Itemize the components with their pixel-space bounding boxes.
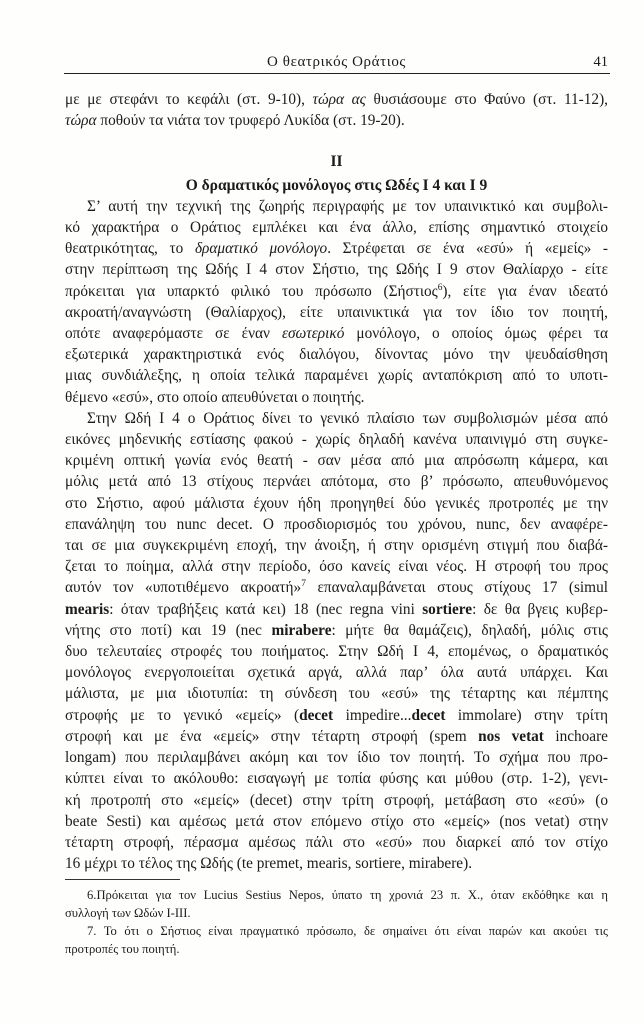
text-run: ), είτε για έναν ιδεατό	[442, 282, 608, 300]
section-paragraphs	[65, 196, 608, 875]
text-run: κύπτει είναι το ακόλουθο: εισαγωγή με τοπία φύσης και μύθου (στρ. 1-2), γενι-	[65, 770, 608, 788]
text-run: 16 μέχρι το τέλος της Ωδής (te premet, mearis, sortiere, mirabere).	[65, 855, 473, 873]
header-rule	[64, 73, 610, 74]
footnote-marker: 6	[437, 282, 443, 293]
italic-text: τώρα	[65, 112, 97, 130]
text-run: θέμενο «εσύ», στο οποίο απευθύνεται ο ποιητής.	[65, 388, 365, 406]
bold-text: decet	[299, 706, 334, 724]
text-line	[65, 811, 608, 832]
text-line	[65, 556, 608, 577]
text-run: μόλις μετά από 13 στίχους περνάει απότομα, στο β’ πρόσωπο, απευθυνόμενος	[65, 473, 608, 491]
footnote-marker: 7	[301, 579, 306, 590]
italic-text: τώρα ας	[312, 91, 366, 108]
text-line	[65, 940, 608, 958]
running-header	[65, 52, 608, 72]
text-run: Σ’ αυτή την τεχνική της ζωηρής περιγραφής με τον υπαινικτικό και συμβολι-	[87, 197, 608, 215]
text-run: : δε θα βγεις κυβερ-	[472, 600, 608, 618]
text-line	[65, 747, 608, 768]
text-run: ποθούν τα νιάτα τον τρυφερό Λυκίδα (στ. 19-20).	[96, 112, 405, 130]
text-run: με με στεφάνι το κεφάλι (στ. 9-10),	[65, 91, 313, 108]
text-line	[65, 904, 608, 922]
text-line	[65, 196, 608, 217]
footnotes	[65, 886, 608, 958]
footnote-rule	[65, 879, 180, 880]
text-line	[65, 110, 608, 131]
text-line	[65, 408, 608, 429]
italic-text: δραματικό μονόλογο	[194, 240, 328, 258]
text-run: 7. Το ότι ο Σήστιος είναι πραγματικό πρόσωπο, δε σημαίνει ότι είναι παρών και ακούει τις	[87, 924, 608, 938]
running-title: Ο θεατρικός Οράτιος	[267, 54, 406, 70]
page-body	[65, 89, 608, 874]
text-line	[65, 535, 608, 556]
text-run: επαναλαμβάνεται στους στίχους 17 (simul	[305, 579, 608, 597]
text-run: πρόκειται για υπαρκτό φιλικό του πρόσωπο (Σήστιος	[65, 282, 438, 300]
text-run: εξωτερικά χαρακτηριστικά ενός διαλόγου, δίνοντας μόνο την ψευδαίσθηση	[65, 346, 608, 364]
text-line	[65, 768, 608, 789]
text-line	[65, 599, 608, 620]
text-run: στροφής με το γενικό «εμείς» (	[65, 706, 300, 724]
text-run: προτροπές του ποιητή.	[65, 942, 180, 956]
italic-text: εσωτερικό	[281, 325, 345, 343]
page-number: 41	[593, 54, 608, 70]
text-run: : όταν τραβήξεις κατά κει) 18 (nec regna vini	[109, 600, 423, 618]
footnote	[65, 886, 608, 922]
text-run: 6.Πρόκειται για τον Lucius Sestius Nepos, ύπατο τη χρονιά 23 π. Χ., όταν εκδόθηκε και η	[87, 888, 608, 902]
text-line	[65, 387, 608, 408]
paragraph	[65, 196, 608, 408]
text-line	[65, 344, 608, 365]
text-run: μάλιστα, με μια ιδιοτυπία: τη σύνδεση του «εσύ» της τέταρτης και πέμπτης	[65, 685, 608, 703]
text-run: τέταρτη στροφή, πέρασμα αμέσως πάλι στο «εσύ» που διαρκεί από τον στίχο	[65, 833, 608, 851]
text-line	[65, 323, 608, 344]
text-run: δυο τελευταίες στροφές του ποιήματος. Στην Ωδή I 4, επομένως, ο δραματικός	[65, 643, 608, 661]
bold-text: mirabere	[271, 621, 332, 639]
text-run: ται σε μια συγκεκριμένη εποχή, την άνοιξη, ή στην ορισμένη στιγμή που διαβά-	[65, 537, 608, 555]
text-run: Στην Ωδή I 4 ο Οράτιος δίνει το γενικό πλαίσιο των συμβολισμών μέσα από	[87, 409, 608, 427]
bold-text: decet	[411, 706, 446, 724]
text-run: επανάληψη του nunc decet. Ο προσδιορισμός του χρόνου, nunc, δεν αναφέρε-	[65, 515, 608, 533]
text-run: ζεται το ποίημα, αλλά στην περίοδο, όσο κανείς είναι νέος. Η στροφή του προς	[65, 558, 608, 576]
text-run: συλλογή των Ωδών I-III.	[65, 906, 191, 920]
paragraph	[65, 408, 608, 874]
text-run: νήτης στο ποτί) και 19 (nec	[65, 621, 272, 639]
text-line	[65, 886, 608, 904]
text-line	[65, 493, 608, 514]
text-run: θυσιάσουμε στο Φαύνο (στ. 11-12),	[365, 91, 608, 108]
text-run: στροφή και με ένα «εμείς» στην τέταρτη στροφή (spem	[65, 727, 479, 745]
text-run: κό χαρακτήρα ο Οράτιος εμπλέκει και ένα άλλο, επίσης σημαντικό στοιχείο	[65, 219, 608, 237]
bold-text: sortiere	[422, 600, 473, 618]
text-line	[65, 790, 608, 811]
text-run: στο Σήστιο, αφού μάλιστα έχουν ήδη προηγηθεί δύο γενικές προτροπές με την	[65, 494, 608, 512]
footnote	[65, 922, 608, 958]
text-line	[65, 450, 608, 471]
text-run: : μήτε θα θαμάζεις), δηλαδή, μόλις στις	[331, 621, 608, 639]
text-run: οπότε αναφερόμαστε σε έναν	[65, 325, 282, 343]
text-run: αυτόν τον «υποτιθέμενο ακροατή»	[65, 579, 302, 597]
text-line	[65, 89, 608, 110]
text-line	[65, 832, 608, 853]
text-run: μονόλογος ενεργοποιείται σχετικά αργά, αλλά παρ’ όλα αυτά υπάρχει. Και	[65, 664, 608, 682]
text-run: θεατρικότητας, το	[65, 240, 195, 258]
text-run: μιας συνδιάλεξης, η οποία τελικά παραμένει χωρίς ανταπόκριση από το υποτι-	[65, 367, 608, 385]
text-run: μονόλογο, ο οποίος όμως φέρει τα	[344, 325, 608, 343]
text-line	[65, 302, 608, 323]
section-number: II	[330, 153, 343, 171]
text-line	[65, 705, 608, 726]
text-line	[65, 217, 608, 238]
text-run: immolare) στην τρίτη	[445, 706, 608, 724]
text-line	[65, 726, 608, 747]
text-run: στην περίπτωση της Ωδής I 4 στον Σήστιο, της Ωδής I 9 στον Θαλίαρχο - είτε	[65, 261, 608, 279]
text-line	[65, 662, 608, 683]
text-run: . Στρέφεται σε ένα «εσύ» ή «εμείς» -	[327, 240, 608, 258]
text-line	[65, 471, 608, 492]
text-run: inchoare	[543, 727, 608, 745]
text-line	[65, 620, 608, 641]
text-line	[65, 429, 608, 450]
text-line	[65, 514, 608, 535]
text-line	[65, 641, 608, 662]
bold-text: mearis	[65, 600, 110, 618]
text-line	[65, 683, 608, 704]
text-line	[65, 238, 608, 259]
text-run: κριμένη οπτική γωνία ενός θεατή - σαν μέσα από μια απρόσωπη κάμερα, και	[65, 452, 608, 470]
text-line	[65, 259, 608, 280]
bold-text: nos vetat	[478, 727, 544, 745]
text-run: longam) που περιλαμβάνει ακόμη και τον ίδιο τον ποιητή. Το σχήμα που προ-	[65, 749, 608, 767]
text-line	[65, 853, 608, 874]
text-run: κή προτροπή στο «εμείς» (decet) στην τρίτη στροφή, μετάβαση στο «εσύ» (o	[65, 791, 608, 809]
text-run: ακροατή/αναγνώστη (Θαλίαρχος), είτε υπαινικτικά για τον ίδιο τον ποιητή,	[65, 303, 608, 321]
text-run: beate Sesti) και αμέσως μετά στον επόμενο στίχο στο «εμείς» (nos vetat) στην	[65, 812, 608, 830]
section-title: Ο δραματικός μονόλογος στις Ωδές I 4 και I 9	[185, 176, 488, 194]
text-line	[65, 577, 608, 598]
continued-paragraph	[65, 89, 608, 131]
text-line	[65, 922, 608, 940]
text-line	[65, 281, 608, 302]
text-run: impedire...	[333, 706, 412, 724]
text-line	[65, 365, 608, 386]
text-run: εικόνες μηδενικής εστίασης φακού - χωρίς δηλαδή κανένα υπαινιγμό στη συγκε-	[65, 431, 608, 449]
